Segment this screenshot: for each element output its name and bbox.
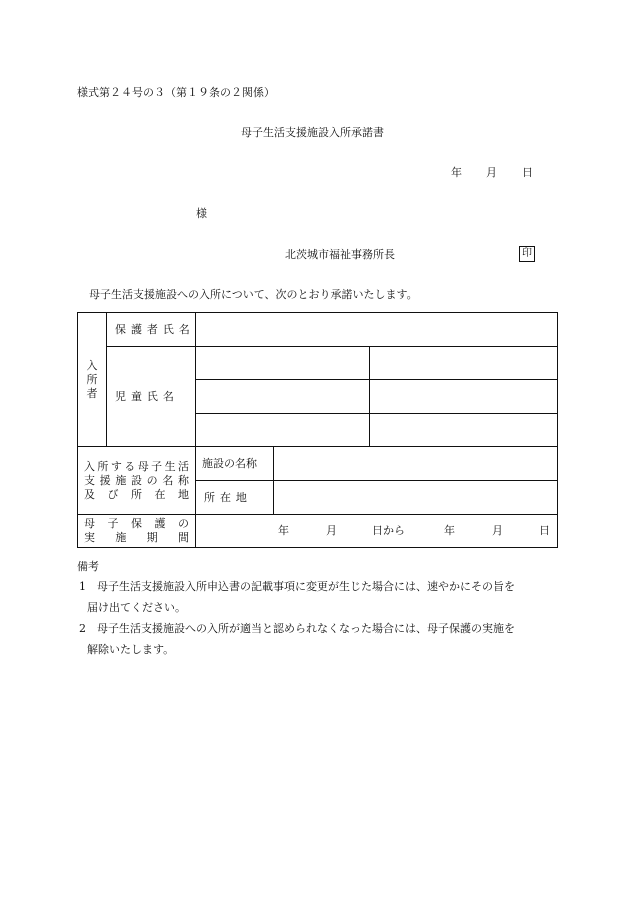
period-end-month: 月 <box>492 524 503 537</box>
note-2-line-1: 2 母子生活支援施設への入所が適当と認められなくなった場合には、母子保護の実施を <box>79 622 515 635</box>
admission-form-table <box>77 312 558 548</box>
period-field[interactable] <box>196 515 558 548</box>
facility-label-line3: 及び所在地 <box>84 487 189 501</box>
period-label <box>78 515 196 548</box>
period-start-day: 日から <box>372 524 405 537</box>
child-name-field-2b[interactable] <box>370 380 558 414</box>
facility-label-line2: 支援施設の名称 <box>84 473 189 487</box>
issuer-name: 北茨城市福祉事務所長 <box>285 248 395 261</box>
intro-text: 母子生活支援施設への入所について、次のとおり承諾いたします。 <box>89 288 418 301</box>
period-label-line1: 母子保護の <box>84 517 189 530</box>
note-2-line-2: 解除いたします。 <box>87 643 175 656</box>
seal-mark: 印 <box>519 246 535 262</box>
facility-address-label: 所在地 <box>196 481 274 515</box>
child-name-field-3b[interactable] <box>370 414 558 447</box>
date-month-label: 月 <box>486 166 497 179</box>
document-title: 母子生活支援施設入所承諾書 <box>241 126 384 139</box>
addressee-suffix: 様 <box>196 207 207 220</box>
guardian-name-label: 保護者氏名 <box>107 313 196 347</box>
period-start-month: 月 <box>326 524 337 537</box>
child-name-field-1a[interactable] <box>196 347 370 380</box>
period-end-year: 年 <box>444 524 455 537</box>
facility-label <box>78 447 196 515</box>
facility-name-label: 施設の名称 <box>196 447 274 481</box>
child-name-field-3a[interactable] <box>196 414 370 447</box>
guardian-name-field[interactable] <box>196 313 558 347</box>
section-label-admittee: 入 所 者 <box>78 313 107 447</box>
child-name-field-1b[interactable] <box>370 347 558 380</box>
child-name-field-2a[interactable] <box>196 380 370 414</box>
facility-name-field[interactable] <box>274 447 558 481</box>
notes-title: 備考 <box>77 560 99 573</box>
date-year-label: 年 <box>451 166 462 179</box>
facility-label-line1: 入所する母子生活 <box>84 459 189 473</box>
form-number: 様式第２４号の３（第１９条の２関係） <box>77 86 275 99</box>
facility-address-field[interactable] <box>274 481 558 515</box>
period-start-year: 年 <box>278 524 289 537</box>
note-1-line-1: 1 母子生活支援施設入所申込書の記載事項に変更が生じた場合には、速やかにその旨を <box>79 580 515 593</box>
date-day-label: 日 <box>522 166 533 179</box>
period-end-day: 日 <box>539 524 550 537</box>
child-name-label: 児童氏名 <box>107 347 196 447</box>
period-label-line2: 実施期間 <box>84 531 189 544</box>
note-1-line-2: 届け出てください。 <box>87 601 186 614</box>
